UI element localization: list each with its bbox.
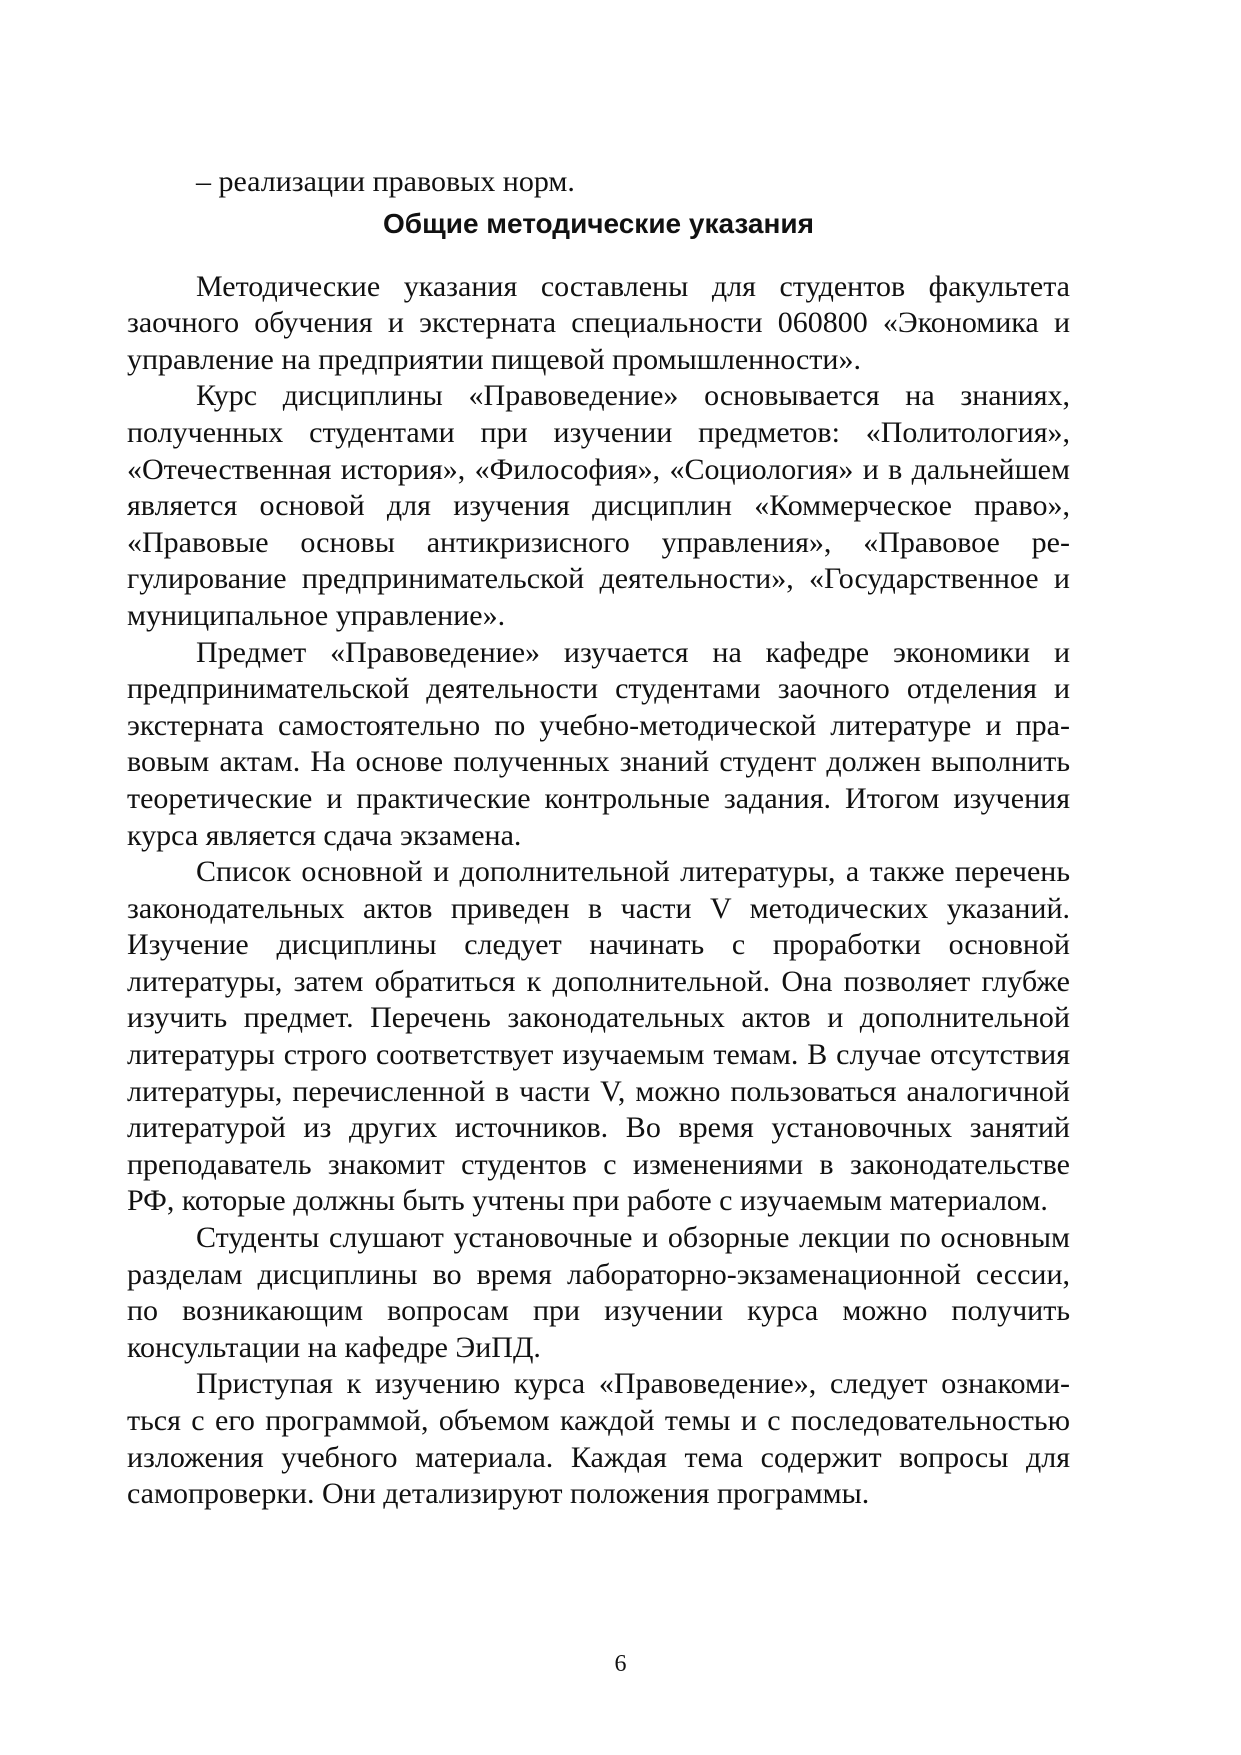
page-content: [127, 164, 1070, 1513]
paragraph-1: Методические указания составлены для студентов факультета заочного обучения и экстерната специальности 060800 «Экономика и управление на предприятии пищевой промышленности».: [127, 269, 1070, 376]
paragraph-5: Студенты слушают установочные и обзорные лекции по основным разделам дисциплины во время лабораторно-экзаменационной сессии, по возникающим вопросам при изучении курса можно получить консультации на кафедре ЭиПД.: [127, 1221, 1070, 1364]
paragraph-3: Предмет «Правоведение» изучается на кафедре экономики и предпринимательской деятельности студентами заочного отделения и экстерната самостоятельно по учебно-методической литературе и правовым актам. На основе полученных знаний студент должен выполнить теоретические и практические контрольные задания. Итогом изучения курса является сдача экзамена.: [127, 635, 1070, 852]
paragraph-6: Приступая к изучению курса «Правоведение», следует ознакоми-ться с его программой, объемом каждой темы и с последовательностью изложения учебного материала. Каждая тема содержит вопросы для самопроверки. Они детализируют положения программы.: [127, 1367, 1070, 1511]
lead-line: – реализации правовых норм.: [196, 165, 575, 198]
section-title: Общие методические указания: [383, 207, 814, 239]
paragraph-2: Курс дисциплины «Правоведение» основывается на знаниях, полученных студентами при изучении предметов: «Политология», «Отечественная история», «Философия», «Социология» и в дальнейшем является основой для изучения дисциплин «Коммерческое право», «Правовые основы антикризисного управления», «Правовое регулирование предпринимательской деятельности», «Государственное и муниципальное управление».: [127, 379, 1070, 632]
page-number: 6: [614, 1651, 627, 1677]
paragraph-4: Список основной и дополнительной литературы, а также перечень законодательных актов приведен в части V методических указаний. Изучение дисциплины следует начинать с проработки основной литературы, затем обратиться к дополнительной. Она позволяет глубже изучить предмет. Перечень законодательных актов и дополнительной литературы строго соответствует изучаемым темам. В случае отсутствия литературы, перечисленной в части V, можно пользоваться аналогичной литературой из других источников. Во время установочных занятий преподаватель знакомит студентов с изменениями в законодательстве РФ, которые должны быть учтены при работе с изучаемым материалом.: [127, 855, 1070, 1218]
